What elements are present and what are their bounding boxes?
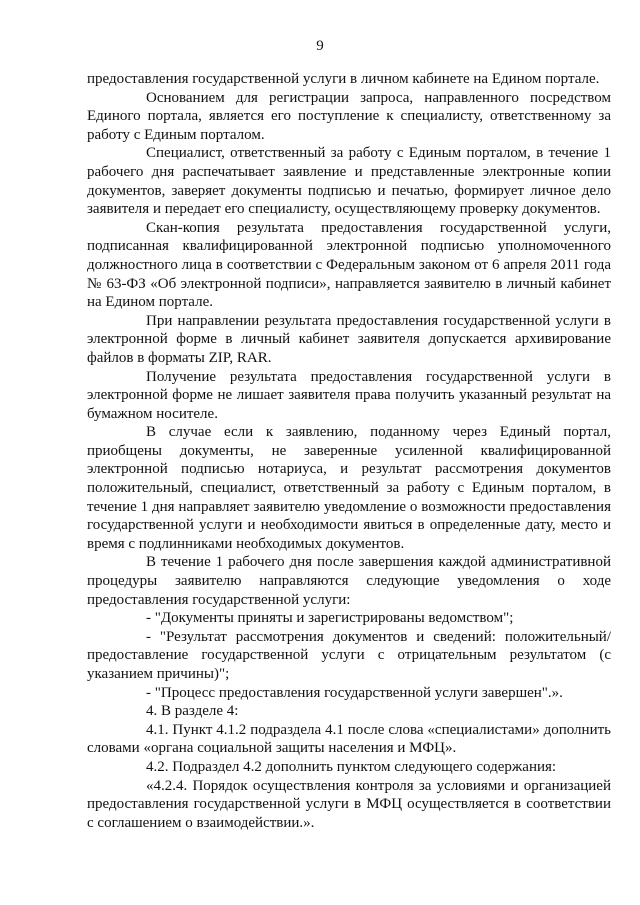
paragraph-registration-basis: Основанием для регистрации запроса, направленного посредством Единого портала, является его поступление к специалисту, ответственному за работу с Единым порталом. [87,89,611,143]
paragraph-scan-copy: Скан-копия результата предоставления государственной услуги, подписанная квалифицированной электронной подписью уполномоченного должностного лица в соответствии с Федеральным законом от 6 апреля 2011 года № 63-ФЗ «Об электронной подписи», направляется заявителю в личный кабинет на Едином портале. [87,219,611,311]
section-4-heading: 4. В разделе 4: [146,703,239,720]
document-body [87,70,611,832]
paragraph-continuation: предоставления государственной услуги в личном кабинете на Едином портале. [87,71,600,87]
paragraph-specialist-duties: Специалист, ответственный за работу с Единым порталом, в течение 1 рабочего дня распечатывает заявление и представленные электронные копии документов, заверяет документы подписью и печатью, формирует личное дело заявителя и передает его специалисту, осуществляющему проверку документов. [87,145,611,218]
notification-item-accepted: - "Документы приняты и зарегистрированы ведомством"; [146,610,514,627]
paragraph-notifications-intro: В течение 1 рабочего дня после завершения каждой административной процедуры заявителю направляются следующие уведомления о ходе предоставления государственной услуги: [87,554,611,608]
paragraph-4-2: 4.2. Подраздел 4.2 дополнить пунктом следующего содержания: [146,758,557,775]
paragraph-4-1: 4.1. Пункт 4.1.2 подраздела 4.1 после слова «специалистами» дополнить словами «органа социальной защиты населения и МФЦ». [87,721,611,757]
notification-item-result: - "Результат рассмотрения документов и сведений: положительный/предоставление государственной услуги с отрицательным результатом (с указанием причины)"; [87,628,611,682]
paragraph-4-2-4: «4.2.4. Порядок осуществления контроля за условиями и организацией предоставления государственной услуги в МФЦ осуществляется в соответствии с соглашением о взаимодействии.». [87,777,611,831]
paragraph-paper-copy: Получение результата предоставления государственной услуги в электронной форме не лишает заявителя права получить указанный результат на бумажном носителе. [87,368,611,422]
page-number: 9 [316,38,324,54]
paragraph-notarization: В случае если к заявлению, поданному через Единый портал, приобщены документы, не заверенные усиленной квалифицированной электронной подписью нотариуса, и результат рассмотрения документов положительный, специалист, ответственный за работу с Единым порталом, в течение 1 дня направляет заявителю уведомление о возможности предоставления государственной услуги и необходимости явиться в определенные дату, место и время с подлинниками необходимых документов. [87,424,611,552]
paragraph-archiving: При направлении результата предоставления государственной услуги в электронной форме в личный кабинет заявителя допускается архивирование файлов в форматы ZIP, RAR. [87,312,611,366]
notification-item-completed: - "Процесс предоставления государственной услуги завершен".». [146,684,563,701]
